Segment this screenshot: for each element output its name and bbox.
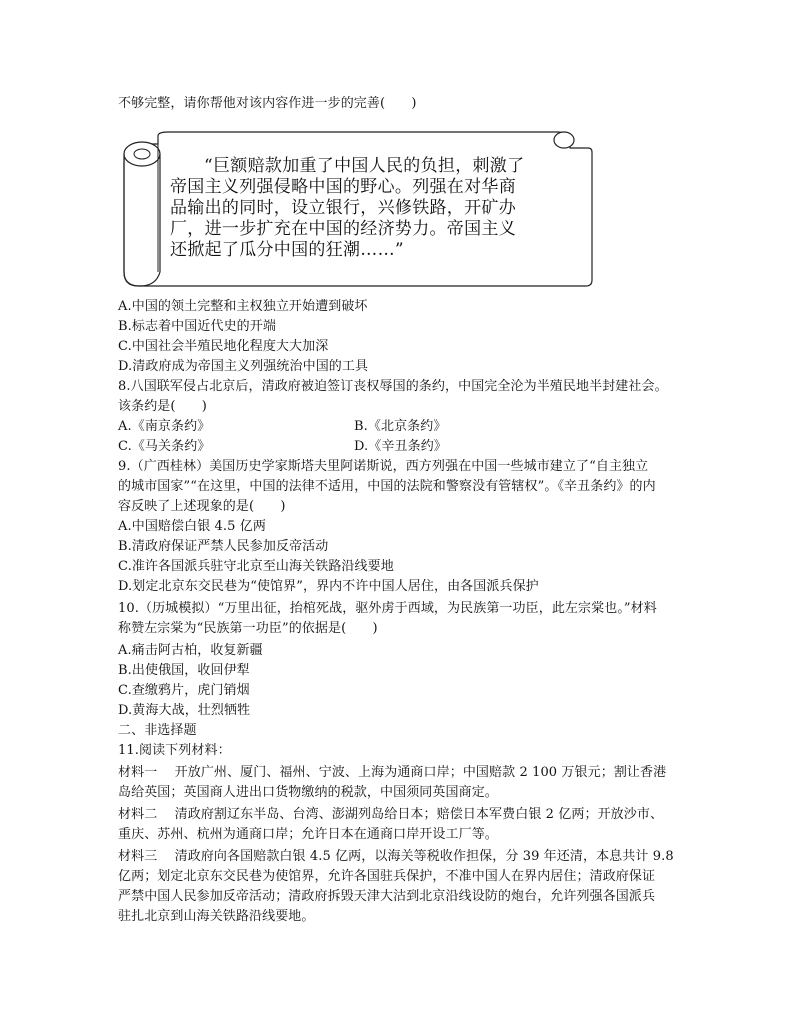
question-intro: 不够完整，请你帮他对该内容作进一步的完善( ) [118, 96, 417, 111]
material-line: 材料三 清政府向各国赔款白银 4.5 亿两，以海关等税收作担保，分 39 年还清，本息共计 9.8 [118, 849, 674, 864]
q10-stem-line: 称赞左宗棠为“民族第一功臣”的依据是( ) [118, 621, 378, 636]
option-d: D.清政府成为帝国主义列强统治中国的工具 [118, 359, 369, 374]
section-heading: 二、非选择题 [118, 723, 197, 738]
option-b: B.出使俄国，收回伊犁 [118, 663, 250, 678]
q11-title: 11.阅读下列材料： [118, 743, 231, 758]
q8-options-row [118, 417, 447, 437]
material-line: 驻扎北京到山海关铁路沿线要地。 [118, 909, 315, 924]
option-b: B.《北京条约》 [354, 419, 447, 434]
material-line: 严禁中国人民参加反帝活动；清政府拆毁天津大沽到北京沿线设防的炮台，允许列强各国派兵 [118, 889, 656, 904]
option-a: A.痛击阿古柏，收复新疆 [118, 643, 263, 658]
q9-stem-line: 容反映了上述现象的是( ) [118, 499, 286, 514]
material-line: 亿两；划定北京东交民巷为使馆界，允许各国驻兵保护，不准中国人在界内居住；清政府保证 [118, 869, 656, 884]
scroll-line: 厂，进一步扩充在中国的经济势力。帝国主义 [170, 219, 516, 239]
q9-stem-line: 的城市国家”“在这里，中国的法律不适用，中国的法院和警察没有管辖权”。《辛丑条约》的内 [118, 479, 656, 494]
scroll-line: “巨额赔款加重了中国人民的负担，刺激了 [204, 156, 525, 176]
scroll-line: 品输出的同时，设立银行，兴修铁路，开矿办 [170, 198, 516, 218]
option-c: C.查缴鸦片，虎门销烟 [118, 683, 250, 698]
material-line: 材料一 开放广州、厦门、福州、宁波、上海为通商口岸；中国赔款 2 100 万银元；割让香港 [118, 765, 667, 780]
scroll-line: 还掀起了瓜分中国的狂潮……” [170, 240, 404, 260]
q10-stem-line: 10.（历城模拟）“万里出征，抬棺死战，驱外虏于西域，为民族第一功臣，此左宗棠也。”材料 [118, 601, 657, 616]
scroll-line: 帝国主义列强侵略中国的野心。列强在对华商 [170, 177, 516, 197]
option-d: D.划定北京东交民巷为“使馆界”，界内不许中国人居住，由各国派兵保护 [118, 579, 539, 594]
scroll-quote [170, 156, 580, 261]
option-a: A.中国的领土完整和主权独立开始遭到破坏 [118, 299, 368, 314]
material-line: 重庆、苏州、杭州为通商口岸；允许日本在通商口岸开设工厂等。 [118, 827, 498, 842]
q8-stem-line: 8.八国联军侵占北京后，清政府被迫签订丧权辱国的条约，中国完全沦为半殖民地半封建社会。 [118, 379, 668, 394]
option-a: A.《南京条约》 [118, 419, 211, 434]
option-c: C.准许各国派兵驻守北京至山海关铁路沿线要地 [118, 559, 394, 574]
option-c: C.中国社会半殖民地化程度大大加深 [118, 339, 329, 354]
option-b: B.标志着中国近代史的开端 [118, 319, 276, 334]
option-d: D.黄海大战，壮烈牺牲 [118, 703, 251, 718]
q8-stem-line: 该条约是( ) [118, 399, 207, 414]
option-a: A.中国赔偿白银 4.5 亿两 [118, 519, 266, 534]
option-b: B.清政府保证严禁人民参加反帝活动 [118, 539, 329, 554]
option-d: D.《辛丑条约》 [354, 439, 447, 454]
material-line: 材料二 清政府割辽东半岛、台湾、澎湖列岛给日本；赔偿日本军费白银 2 亿两；开放沙市、 [118, 807, 664, 822]
material-line: 岛给英国；英国商人进出口货物缴纳的税款，中国须同英国商定。 [118, 785, 498, 800]
q9-stem-line: 9.（广西桂林）美国历史学家斯塔夫里阿诺斯说，西方列强在中国一些城市建立了“自主独立 [118, 459, 649, 474]
q8-options-row [118, 437, 447, 457]
option-c: C.《马关条约》 [118, 439, 211, 454]
